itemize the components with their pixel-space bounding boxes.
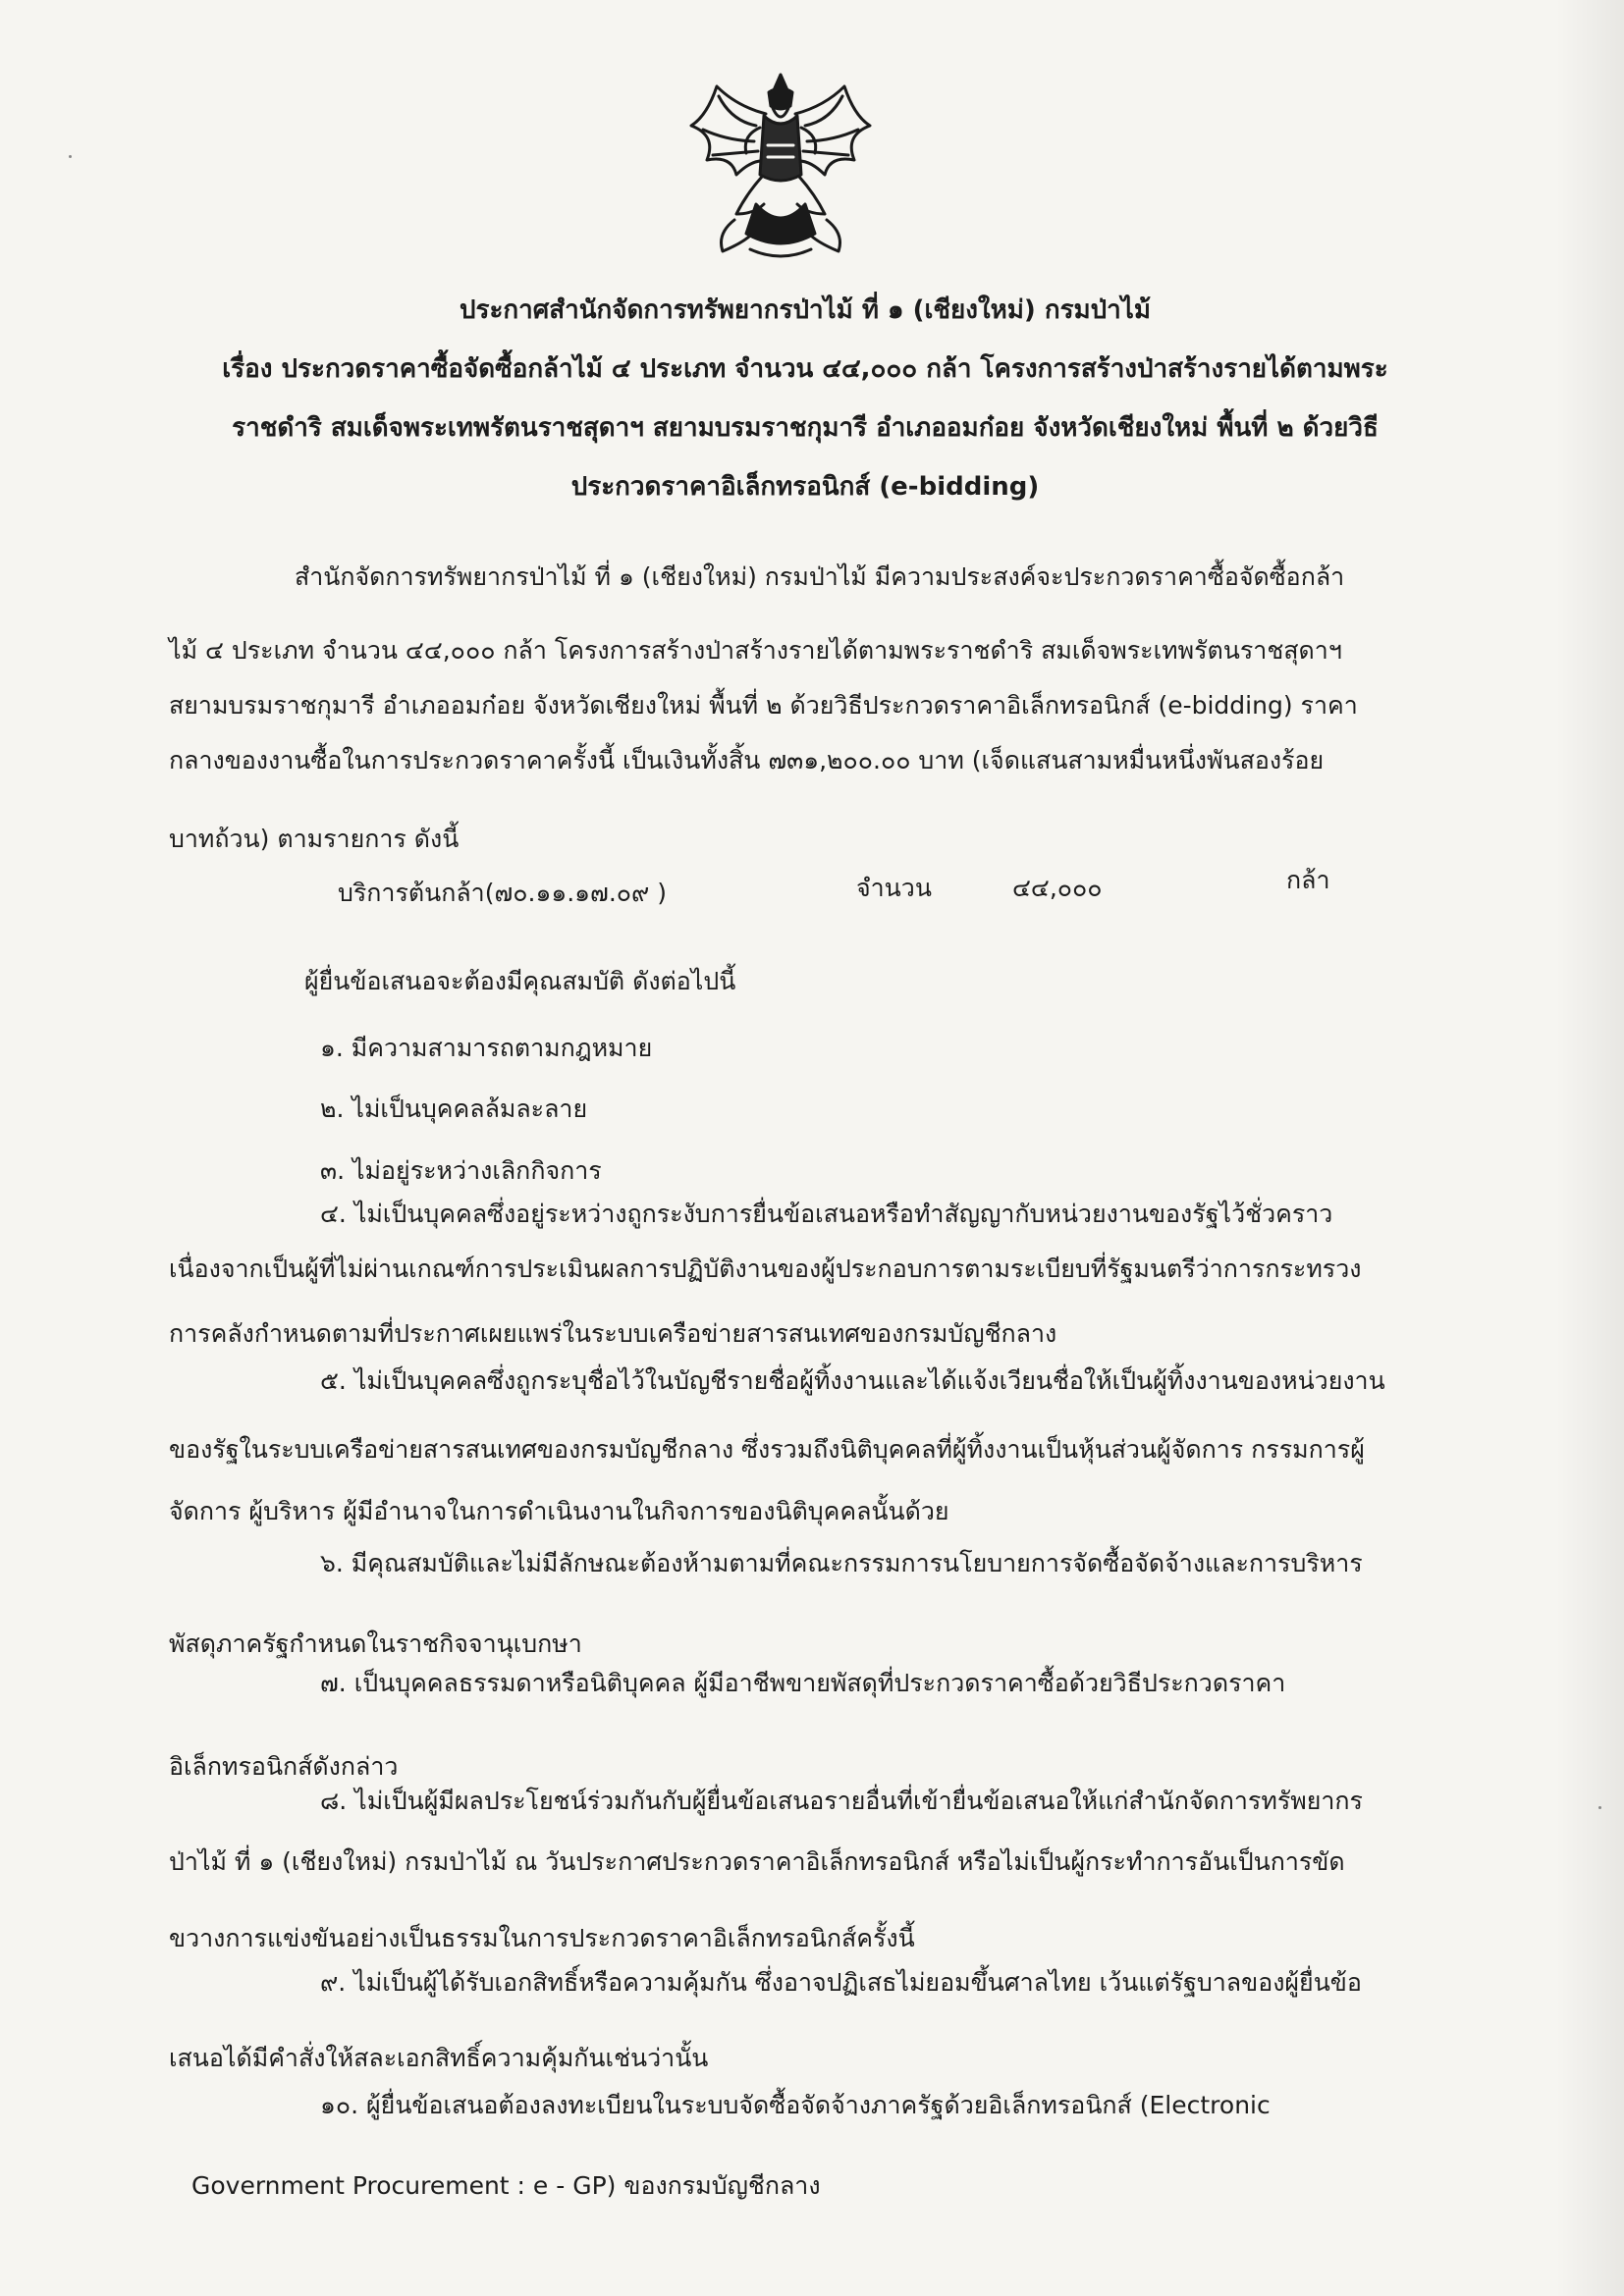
qualification-8-line-3: ขวางการแข่งขันอย่างเป็นธรรมในการประกวดราคาอิเล็กทรอนิกส์ครั้งนี้ xyxy=(169,1924,915,1952)
intro-line-3: สยามบรมราชกุมารี อำเภออมก๋อย จังหวัดเชียงใหม่ พื้นที่ ๒ ด้วยวิธีประกวดราคาอิเล็กทรอนิกส์ (e-bidding) ราคา xyxy=(169,691,1358,720)
qualification-4-line-3: การคลังกำหนดตามที่ประกาศเผยแพร่ในระบบเครือข่ายสารสนเทศของกรมบัญชีกลาง xyxy=(169,1319,1057,1348)
subject-line-2: ราชดำริ สมเด็จพระเทพรัตนราชสุดาฯ สยามบรมราชกุมารี อำเภออมก๋อย จังหวัดเชียงใหม่ พื้นที่ ๒ ด้วยวิธี xyxy=(232,413,1379,443)
announcement-title: ประกาศสำนักจัดการทรัพยากรป่าไม้ ที่ ๑ (เชียงใหม่) กรมป่าไม้ xyxy=(459,295,1151,325)
qualification-6-line-2: พัสดุภาครัฐกำหนดในราชกิจจานุเบกษา xyxy=(169,1629,582,1658)
qualification-7-line-2: อิเล็กทรอนิกส์ดังกล่าว xyxy=(169,1752,399,1781)
qualification-5-line-3: จัดการ ผู้บริหาร ผู้มีอำนาจในการดำเนินงานในกิจการของนิติบุคคลนั้นด้วย xyxy=(169,1497,949,1525)
scan-speck xyxy=(1598,1806,1601,1809)
item-qty: ๔๔,๐๐๐ xyxy=(1012,874,1103,902)
scan-edge-shadow xyxy=(1555,0,1624,2296)
intro-line-2: ไม้ ๔ ประเภท จำนวน ๔๔,๐๐๐ กล้า โครงการสร้างป่าสร้างรายได้ตามพระราชดำริ สมเด็จพระเทพรัตนราชสุดาฯ xyxy=(169,636,1342,665)
subject-line-3: ประกวดราคาอิเล็กทรอนิกส์ (e-bidding) xyxy=(570,472,1040,502)
qualification-1: ๑. มีความสามารถตามกฎหมาย xyxy=(320,1034,653,1062)
qualification-10-line-2: Government Procurement : e - GP) ของกรมบัญชีกลาง xyxy=(191,2171,821,2200)
qualification-5-line-2: ของรัฐในระบบเครือข่ายสารสนเทศของกรมบัญชีกลาง ซึ่งรวมถึงนิติบุคคลที่ผู้ทิ้งงานเป็นหุ้นส่วนผู้จัดการ กรรมการผู้ xyxy=(169,1435,1365,1464)
scan-speck xyxy=(69,155,72,158)
qualification-3: ๓. ไม่อยู่ระหว่างเลิกกิจการ xyxy=(320,1156,602,1185)
qualification-2: ๒. ไม่เป็นบุคคลล้มละลาย xyxy=(320,1095,588,1123)
intro-line-4: กลางของงานซื้อในการประกวดราคาครั้งนี้ เป็นเงินทั้งสิ้น ๗๓๑,๒๐๐.๐๐ บาท (เจ็ดแสนสามหมื่นหนึ่งพันสองร้อย xyxy=(169,746,1325,774)
qualification-7-line-1: ๗. เป็นบุคคลธรรมดาหรือนิติบุคคล ผู้มีอาชีพขายพัสดุที่ประกวดราคาซื้อด้วยวิธีประกวดราคา xyxy=(320,1669,1286,1697)
qualification-4-line-2: เนื่องจากเป็นผู้ที่ไม่ผ่านเกณฑ์การประเมินผลการปฏิบัติงานของผู้ประกอบการตามระเบียบที่รัฐมนตรีว่าการกระทรวง xyxy=(169,1255,1362,1283)
qualification-10-line-1: ๑๐. ผู้ยื่นข้อเสนอต้องลงทะเบียนในระบบจัดซื้อจัดจ้างภาครัฐด้วยอิเล็กทรอนิกส์ (Electronic xyxy=(320,2091,1271,2119)
intro-line-1: สำนักจัดการทรัพยากรป่าไม้ ที่ ๑ (เชียงใหม่) กรมป่าไม้ มีความประสงค์จะประกวดราคาซื้อจัดซื้อกล้า xyxy=(295,562,1345,591)
qualification-9-line-2: เสนอได้มีคำสั่งให้สละเอกสิทธิ์ความคุ้มกันเช่นว่านั้น xyxy=(169,2044,709,2072)
qualification-8-line-1: ๘. ไม่เป็นผู้มีผลประโยชน์ร่วมกันกับผู้ยื่นข้อเสนอรายอื่นที่เข้ายื่นข้อเสนอให้แก่สำนักจัดการทรัพยากร xyxy=(320,1787,1363,1815)
garuda-emblem-icon xyxy=(677,67,884,268)
qualification-9-line-1: ๙. ไม่เป็นผู้ได้รับเอกสิทธิ์หรือความคุ้มกัน ซึ่งอาจปฏิเสธไม่ยอมขึ้นศาลไทย เว้นแต่รัฐบาลของผู้ยื่นข้อ xyxy=(320,1968,1362,1997)
intro-line-5: บาทถ้วน) ตามรายการ ดังนี้ xyxy=(169,825,460,853)
qualification-4-line-1: ๔. ไม่เป็นบุคคลซึ่งอยู่ระหว่างถูกระงับการยื่นข้อเสนอหรือทำสัญญากับหน่วยงานของรัฐไว้ชั่วคราว xyxy=(320,1200,1333,1228)
qualification-8-line-2: ป่าไม้ ที่ ๑ (เชียงใหม่) กรมป่าไม้ ณ วันประกาศประกวดราคาอิเล็กทรอนิกส์ หรือไม่เป็นผู้กระทำการอันเป็นการขัด xyxy=(169,1847,1345,1876)
qualification-5-line-1: ๕. ไม่เป็นบุคคลซึ่งถูกระบุชื่อไว้ในบัญชีรายชื่อผู้ทิ้งงานและได้แจ้งเวียนชื่อให้เป็นผู้ทิ้งงานของหน่วยงาน xyxy=(320,1366,1385,1395)
subject-line-1: เรื่อง ประกวดราคาซื้อจัดซื้อกล้าไม้ ๔ ประเภท จำนวน ๔๔,๐๐๐ กล้า โครงการสร้างป่าสร้างรายได้ตามพระ xyxy=(222,354,1388,384)
item-unit: กล้า xyxy=(1286,866,1330,894)
item-qty-label: จำนวน xyxy=(856,874,932,902)
qualification-6-line-1: ๖. มีคุณสมบัติและไม่มีลักษณะต้องห้ามตามที่คณะกรรมการนโยบายการจัดซื้อจัดจ้างและการบริหาร xyxy=(320,1549,1363,1577)
qualifications-heading: ผู้ยื่นข้อเสนอจะต้องมีคุณสมบัติ ดังต่อไปนี้ xyxy=(304,967,736,995)
item-name: บริการต้นกล้า(๗๐.๑๑.๑๗.๐๙ ) xyxy=(338,879,668,907)
